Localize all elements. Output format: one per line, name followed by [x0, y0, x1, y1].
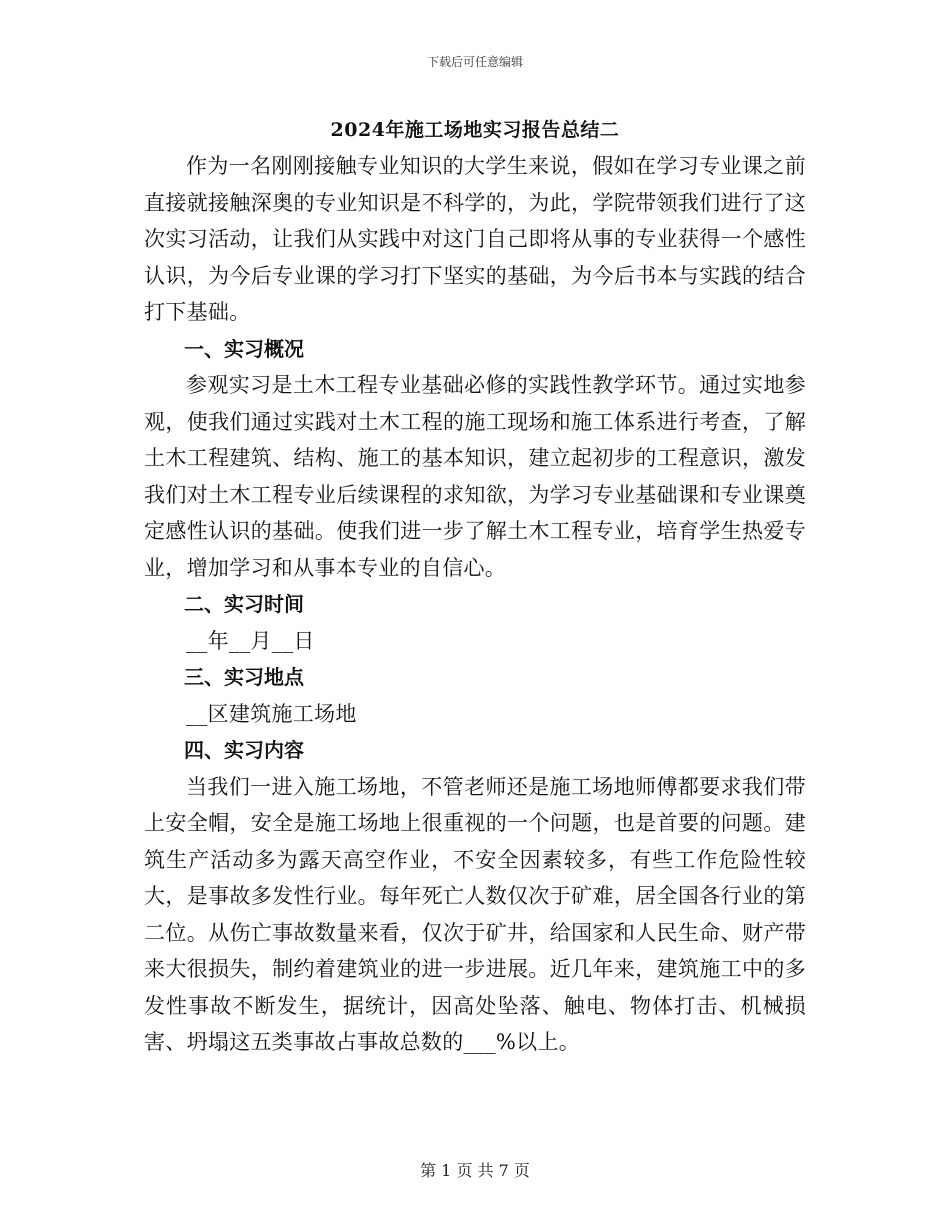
overview-paragraph: 参观实习是土木工程专业基础必修的实践性教学环节。通过实地参观，使我们通过实践对土木工程的施工现场和施工体系进行考查，了解土木工程建筑、结构、施工的基本知识，建立起初步的工程意识，激发我们对土木工程专业后续课程的求知欲，为学习专业基础课和专业课奠定感性认识的基础。使我们进一步了解土木工程专业，培育学生热爱专业，增加学习和从事本专业的自信心。 — [144, 373, 806, 580]
page-footer: 第 1 页 共 7 页 — [420, 1161, 530, 1180]
section-heading-location: 三、实习地点 — [184, 665, 304, 689]
intro-paragraph: 作为一名刚刚接触专业知识的大学生来说，假如在学习专业课之前直接就接触深奥的专业知识是不科学的，为此，学院带领我们进行了这次实习活动，让我们从实践中对这门自己即将从事的专业获得一个感性认识，为今后专业课的学习打下坚实的基础，为今后书本与实践的结合打下基础。 — [144, 154, 806, 324]
section-heading-overview: 一、实习概况 — [184, 336, 304, 361]
section-heading-content: 四、实习内容 — [184, 738, 304, 762]
location-paragraph: __区建筑施工场地 — [186, 701, 357, 726]
header-note: 下载后可任意编辑 — [426, 55, 523, 69]
document-title: 2024年施工场地实习报告总结二 — [330, 119, 620, 141]
section-heading-time: 二、实习时间 — [184, 592, 304, 616]
document-body — [144, 148, 806, 1061]
time-paragraph: __年__月__日 — [186, 628, 315, 653]
content-paragraph: 当我们一进入施工场地，不管老师还是施工场地师傅都要求我们带上安全帽，安全是施工场地上很重视的一个问题，也是首要的问题。建筑生产活动多为露天高空作业，不安全因素较多，有些工作危险性较大，是事故多发性行业。每年死亡人数仅次于矿难，居全国各行业的第二位。从伤亡事故数量来看，仅次于矿井，给国家和人民生命、财产带来大很损失，制约着建筑业的进一步进展。近几年来，建筑施工中的多发性事故不断发生，据统计，因高处坠落、触电、物体打击、机械损害、坍塌这五类事故占事故总数的___%以上。 — [144, 774, 806, 1054]
